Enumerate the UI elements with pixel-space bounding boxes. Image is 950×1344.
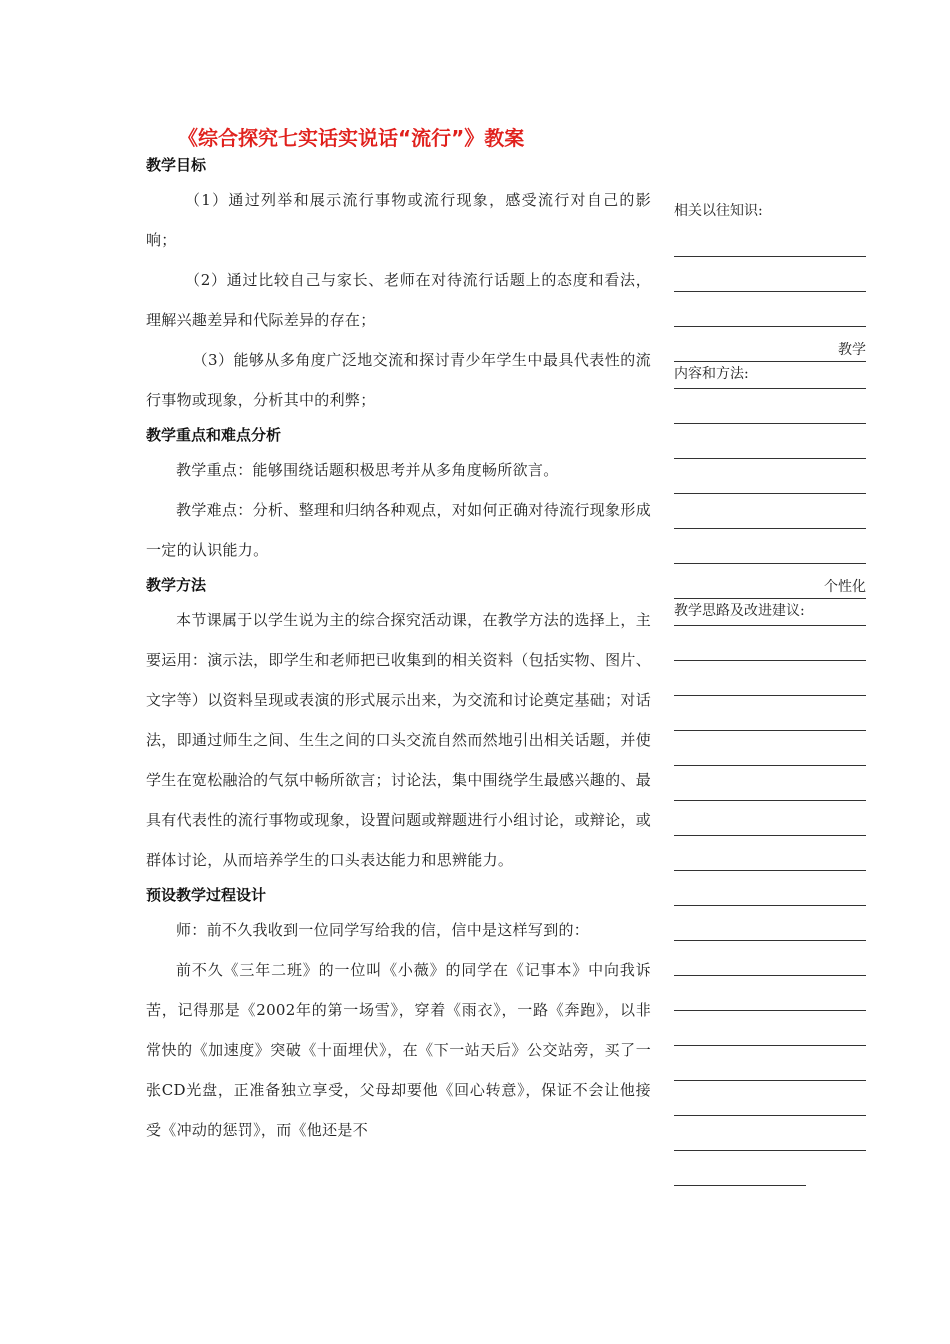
note-line	[674, 292, 866, 327]
note-line	[674, 222, 866, 257]
note-line	[674, 906, 866, 941]
goal-item-3: （3）能够从多角度广泛地交流和探讨青少年学生中最具代表性的流行事物或现象，分析其中的利弊；	[146, 351, 651, 409]
sidebar-label-improvement: 教学思路及改进建议:	[674, 599, 866, 626]
sidebar-label-prior-knowledge: 相关以往知识:	[674, 203, 763, 219]
note-line	[674, 731, 866, 766]
sidebar-label-personal-prefix: 个性化	[824, 579, 866, 595]
note-line	[674, 766, 866, 801]
keypoint-difficulty: 教学难点：分析、整理和归纳各种观点，对如何正确对待流行现象形成一定的认识能力。	[146, 501, 651, 559]
note-line	[674, 389, 866, 424]
note-line	[674, 424, 866, 459]
note-line	[674, 459, 866, 494]
note-line	[674, 257, 866, 292]
note-line	[674, 1151, 806, 1186]
section-heading-process: 预设教学过程设计	[146, 886, 267, 904]
note-line	[674, 1011, 866, 1046]
sidebar-label-personal-row	[674, 574, 866, 599]
note-line	[674, 836, 866, 871]
note-line	[674, 494, 866, 529]
section-heading-keypoints: 教学重点和难点分析	[146, 426, 282, 444]
note-line	[674, 1081, 866, 1116]
note-line	[674, 696, 866, 731]
section-heading-methods: 教学方法	[146, 576, 207, 594]
notes-sidebar	[674, 200, 866, 1186]
process-paragraph-2: 前不久《三年二班》的一位叫《小薇》的同学在《记事本》中向我诉苦，记得那是《2002年的第一场雪》，穿着《雨衣》，一路《奔跑》，以非常快的《加速度》突破《十面埋伏》，在《下一站天后》公交站旁，买了一张CD光盘，正准备独立享受，父母却要他《回心转意》，保证不会让他接受《冲动的惩罚》，而《他还是不	[146, 961, 651, 1139]
goal-item-2: （2）通过比较自己与家长、老师在对待流行话题上的态度和看法，理解兴趣差异和代际差异的存在；	[146, 271, 651, 329]
note-line	[674, 871, 866, 906]
section-heading-goals: 教学目标	[146, 156, 207, 174]
note-line	[674, 976, 866, 1011]
note-line	[674, 1116, 866, 1151]
process-paragraph-1: 师：前不久我收到一位同学写给我的信，信中是这样写到的：	[176, 921, 590, 939]
keypoint-focus: 教学重点：能够围绕话题积极思考并从多角度畅所欲言。	[176, 461, 559, 479]
note-line	[674, 626, 866, 661]
sidebar-label-content-methods: 内容和方法:	[674, 362, 866, 389]
note-line	[674, 941, 866, 976]
note-line	[674, 801, 866, 836]
main-content	[146, 150, 651, 1150]
document-title: 《综合探究七实话实说话“流行”》教案	[178, 126, 525, 150]
note-line	[674, 1046, 866, 1081]
note-line	[674, 529, 866, 564]
goal-item-1: （1）通过列举和展示流行事物或流行现象，感受流行对自己的影响；	[146, 191, 651, 249]
sidebar-label-content-row	[674, 337, 866, 362]
note-line	[674, 661, 866, 696]
sidebar-label-content-prefix: 教学	[838, 342, 866, 358]
methods-body: 本节课属于以学生说为主的综合探究活动课，在教学方法的选择上，主要运用：演示法，即学生和老师把已收集到的相关资料（包括实物、图片、文字等）以资料呈现或表演的形式展示出来，为交流和讨论奠定基础；对话法，即通过师生之间、生生之间的口头交流自然而然地引出相关话题，并使学生在宽松融洽的气氛中畅所欲言；讨论法，集中围绕学生最感兴趣的、最具有代表性的流行事物或现象，设置问题或辩题进行小组讨论，或辩论，或群体讨论，从而培养学生的口头表达能力和思辨能力。	[146, 611, 651, 869]
